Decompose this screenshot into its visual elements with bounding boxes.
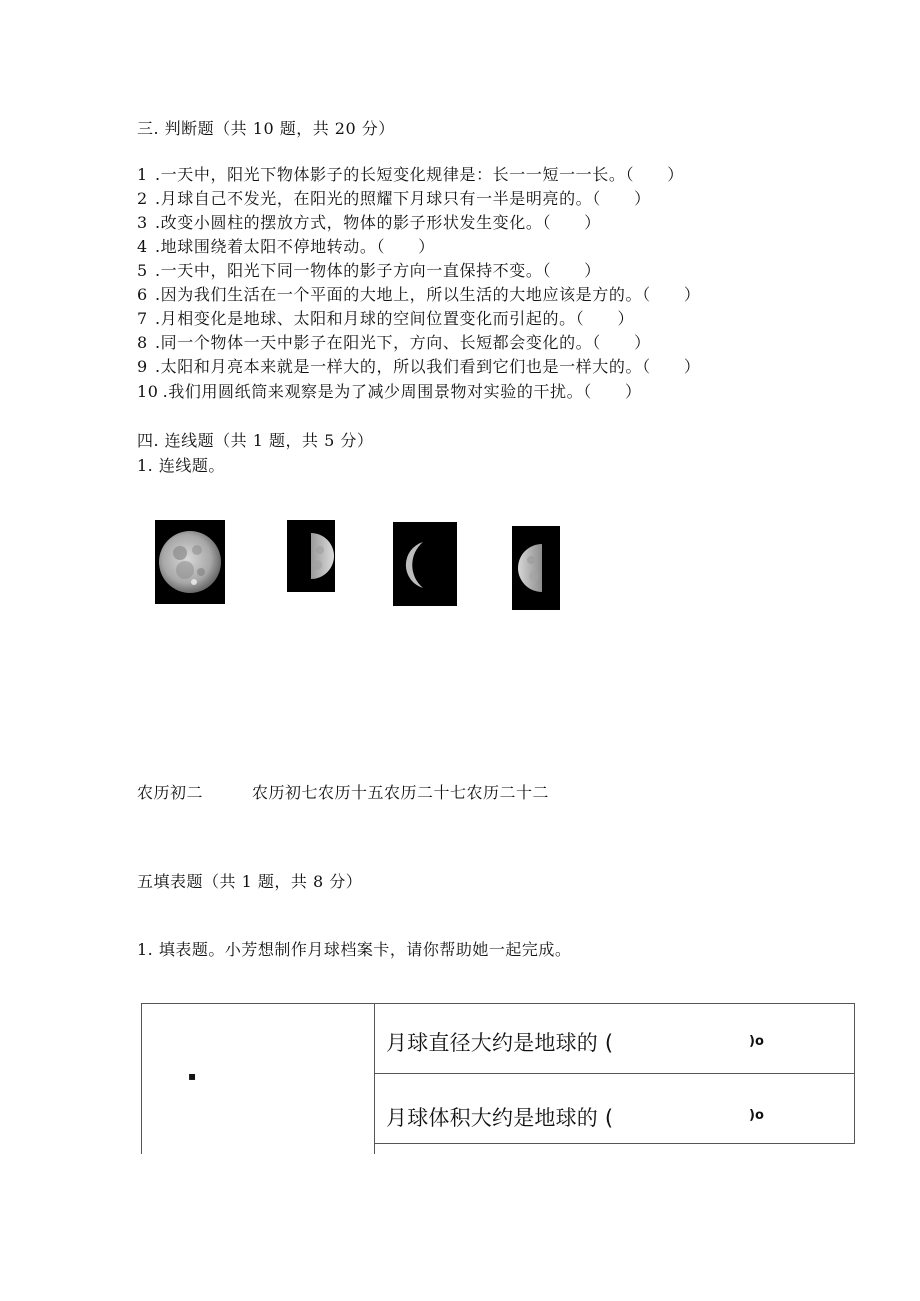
question-number: 1 <box>137 165 148 184</box>
question-text: .同一个物体一天中影子在阳光下，方向、长短都会变化的。（ ） <box>155 333 651 352</box>
moon-image-crescent <box>393 522 457 606</box>
question-number: 6 <box>137 285 148 304</box>
table-row-divider-2 <box>374 1143 855 1144</box>
section4-question: 1. 连线题。 <box>137 456 225 475</box>
section5-question: 1. 填表题。小芳想制作月球档案卡，请你帮助她一起完成。 <box>137 940 572 959</box>
question-item <box>137 162 684 185</box>
question-number: 3 <box>137 213 148 232</box>
question-item <box>137 186 651 209</box>
question-text: .我们用圆纸筒来观察是为了减少周围景物对实验的干扰。（ ） <box>162 382 642 401</box>
question-text: .月相变化是地球、太阳和月球的空间位置变化而引起的。（ ） <box>155 309 635 328</box>
question-text: .地球围绕着太阳不停地转动。（ ） <box>155 237 435 256</box>
question-text: .月球自己不发光，在阳光的照耀下月球只有一半是明亮的。（ ） <box>155 189 651 208</box>
section3-title: 三. 判断题（共 10 题，共 20 分） <box>137 119 395 138</box>
table-row-diameter-end: )o <box>749 1034 764 1049</box>
table-image-placeholder: ▪ <box>188 1069 197 1083</box>
question-text: .太阳和月亮本来就是一样大的，所以我们看到它们也是一样大的。（ ） <box>155 357 701 376</box>
half-moon-left-icon <box>512 526 560 610</box>
question-number: 10 <box>137 382 159 401</box>
question-text: .因为我们生活在一个平面的大地上，所以生活的大地应该是方的。（ ） <box>155 285 701 304</box>
question-number: 4 <box>137 237 148 256</box>
half-moon-right-icon <box>287 520 335 592</box>
question-item <box>137 258 601 281</box>
question-text: .一天中，阳光下物体影子的长短变化规律是：长一一短一一长。（ ） <box>155 165 684 184</box>
crescent-moon-icon <box>393 522 457 606</box>
section4-title: 四. 连线题（共 1 题，共 5 分） <box>137 431 374 450</box>
question-number: 8 <box>137 333 148 352</box>
section5-title: 五填表题（共 1 题，共 8 分） <box>137 872 363 891</box>
moon-image-first-quarter <box>287 520 335 592</box>
moon-image-last-quarter <box>512 526 560 610</box>
table-right-border <box>854 1004 855 1144</box>
question-item <box>137 234 435 257</box>
table-row-volume-end: )o <box>749 1108 764 1123</box>
question-item <box>137 282 701 305</box>
question-item <box>137 330 651 353</box>
table-left-border <box>141 1004 142 1154</box>
lunar-date-label-first: 农历初二 <box>137 783 204 802</box>
question-item <box>137 379 642 402</box>
question-item <box>137 354 701 377</box>
question-number: 5 <box>137 261 148 280</box>
question-number: 9 <box>137 357 148 376</box>
table-row-diameter: 月球直径大约是地球的 ( <box>386 1031 614 1055</box>
table-row-divider <box>374 1073 855 1074</box>
question-text: .改变小圆柱的摆放方式，物体的影子形状发生变化。（ ） <box>155 213 601 232</box>
moon-image-full <box>155 520 225 604</box>
question-item <box>137 210 601 233</box>
question-text: .一天中，阳光下同一物体的影子方向一直保持不变。（ ） <box>155 261 601 280</box>
question-item <box>137 306 634 329</box>
question-number: 7 <box>137 309 148 328</box>
lunar-date-labels-rest: 农历初七农历十五农历二十七农历二十二 <box>252 783 550 802</box>
table-row-volume: 月球体积大约是地球的 ( <box>386 1106 614 1130</box>
question-number: 2 <box>137 189 148 208</box>
moon-profile-table <box>141 1003 855 1154</box>
full-moon-icon <box>155 520 225 604</box>
table-middle-border <box>374 1004 375 1154</box>
